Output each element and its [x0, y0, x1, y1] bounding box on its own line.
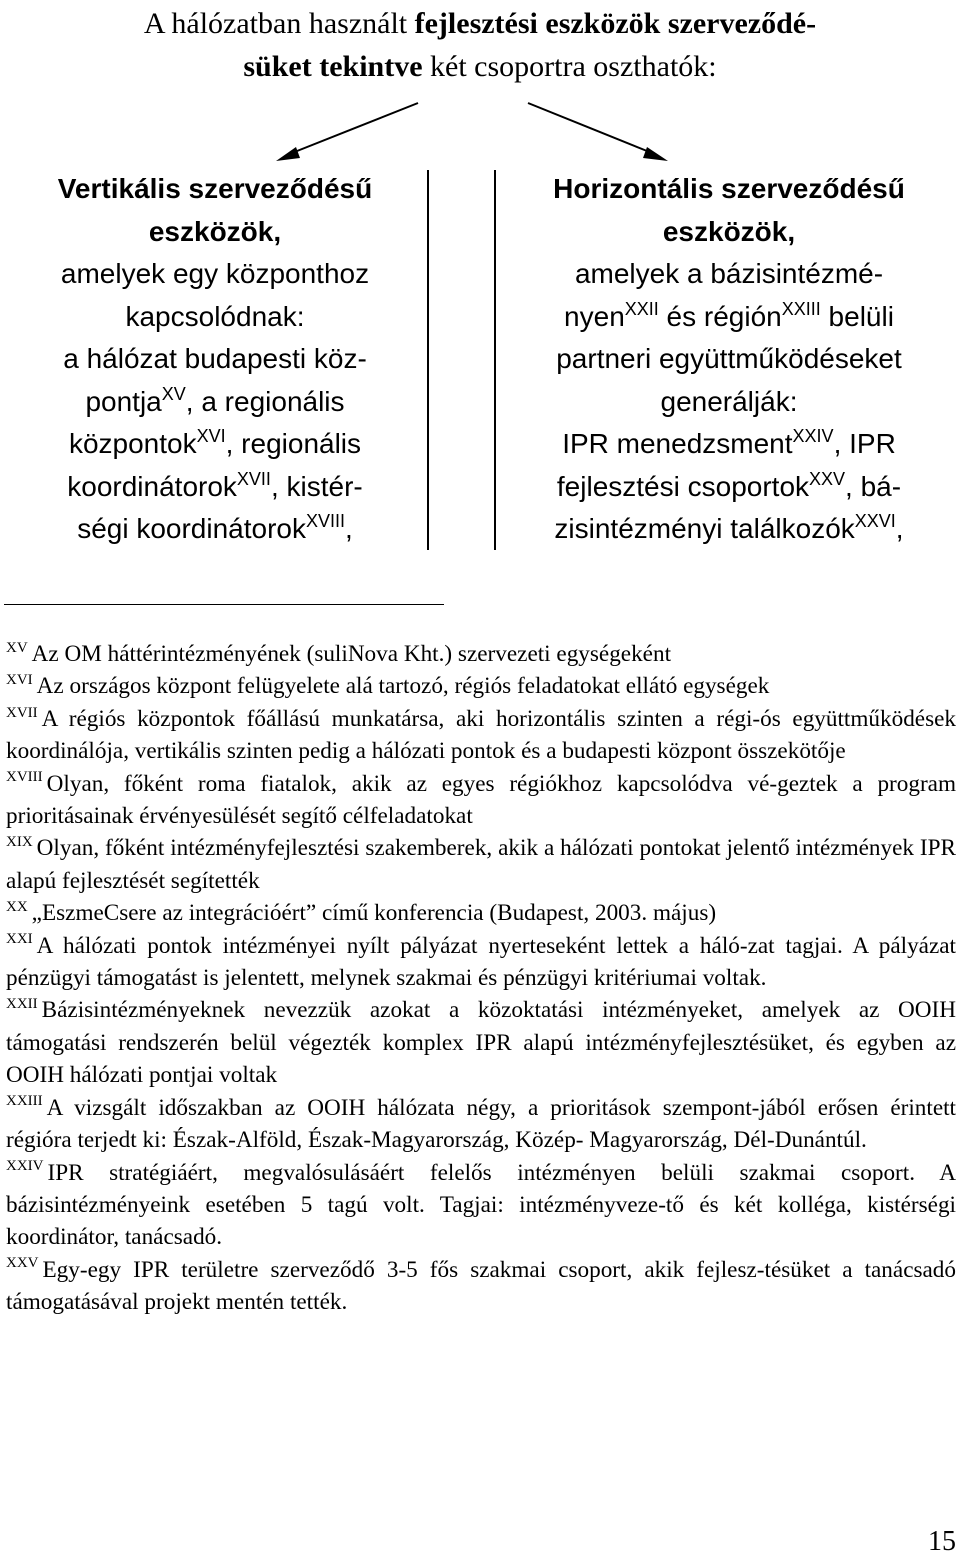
- horizontal-line-7: zisintézményi találkozók$^{XXVI}$,: [554, 511, 904, 544]
- footnote-ref: XVIII: [306, 511, 346, 532]
- footnote-item: $^{XXIV}$ IPR stratégiáért, megvalósulásáért felelős intézményen belüli szakmai csoport. A bázisintézményeink esetében 5 tagú volt. Tagjai: intézményveze-tő és két kolléga, kistérségi koordinátor, tanácsadó.: [6, 1158, 956, 1251]
- vertical-line-6: koordinátorok$^{XVII}$, kistér-: [67, 468, 363, 502]
- page-number: 15: [928, 1526, 956, 1557]
- left-arrow-head: [276, 147, 300, 161]
- vertical-tools-column: [15, 168, 415, 551]
- vertical-line-4: pontja$^{XV}$, a regionális: [85, 383, 345, 417]
- footnote-mark: XXIII: [6, 1093, 43, 1110]
- footnote-item: $^{XVI}$ Az országos központ felügyelete alá tartozó, régiós feladatokat ellátó egységek: [6, 672, 770, 700]
- vertical-line-1: amelyek egy központhoz: [60, 258, 370, 289]
- footnote-separator: [4, 604, 444, 605]
- footnote-ref: XXV: [809, 468, 846, 489]
- horizontal-heading-2: eszközök,: [662, 215, 796, 247]
- footnote-mark: XVII: [6, 704, 38, 721]
- vertical-line-5: központok$^{XVI}$, regionális: [68, 426, 362, 459]
- intro-heading: [0, 0, 960, 88]
- horizontal-tools-column: [500, 168, 958, 551]
- footnote-ref: XXIV: [792, 426, 834, 447]
- vertical-line-2: kapcsolódnak:: [125, 300, 305, 332]
- intro-text-2: két csoportra oszthatók:: [422, 50, 717, 83]
- footnote-item: $^{XXV}$ Egy-egy IPR területre szerveződő 3-5 fős szakmai csoport, akik fejlesz-tésüket a tanácsadó támogatásával projekt mentén tették.: [6, 1255, 956, 1316]
- footnote-item: $^{XIX}$ Olyan, főként intézményfejlesztési szakemberek, akik a hálózati pontokat jelentő intézmények IPR alapú fejlesztését segítették: [6, 834, 956, 894]
- intro-bold-2: süket tekintve: [243, 50, 423, 83]
- footnote-item: $^{XXIII}$ A vizsgált időszakban az OOIH hálózata négy, a prioritások szempont-jából erősen érintett régióra terjedt ki: Észak-Alföld, Észak-Magyarország, Közép- Magyarország, Dél-Dunántúl.: [6, 1093, 956, 1154]
- horizontal-line-4: generálják:: [660, 385, 798, 417]
- split-arrows-diagram: [0, 95, 960, 170]
- intro-text-1: A hálózatban használt: [143, 7, 415, 40]
- horizontal-heading-1: Horizontális szerveződésű: [553, 173, 905, 204]
- horizontal-line-1: amelyek a bázisintézmé-: [574, 258, 884, 289]
- horizontal-line-6: fejlesztési csoportok$^{XXV}$, bá-: [556, 468, 902, 502]
- horizontal-line-3: partneri együttműködéseket: [556, 343, 902, 374]
- vertical-heading-1: Vertikális szerveződésű: [57, 173, 373, 204]
- left-arrow-line: [292, 103, 418, 153]
- footnote-ref: XXIII: [781, 298, 821, 319]
- footnote-item: $^{XV}$ Az OM háttérintézményének (suliNova Kht.) szervezeti egységeként: [6, 639, 672, 667]
- footnote-ref: XVI: [196, 426, 226, 447]
- footnote-mark: XVI: [6, 672, 33, 689]
- footnote-mark: XXI: [6, 931, 33, 948]
- footnote-mark: XVIII: [6, 769, 43, 786]
- horizontal-line-2: nyen$^{XXII}$ és régión$^{XXIII}$ belüli: [564, 298, 894, 332]
- footnote-ref: XXVI: [854, 511, 896, 532]
- column-divider-right: [494, 170, 496, 550]
- footnote-mark: XV: [6, 639, 28, 656]
- right-arrow-head: [643, 147, 668, 161]
- footnote-mark: XXV: [6, 1255, 39, 1272]
- footnote-ref: XV: [161, 383, 186, 404]
- footnote-ref: XXII: [624, 298, 659, 319]
- intro-bold-1: fejlesztési eszközök szerveződé-: [414, 7, 817, 40]
- footnotes: [6, 638, 956, 1319]
- footnote-item: $^{XVII}$ A régiós központok főállású munkatársa, aki horizontális szinten a régi-ós együttműködések koordinálója, vertikális szinten pedig a hálózati pontok és a budapesti központ összekötője: [6, 704, 956, 765]
- footnote-mark: XXII: [6, 996, 38, 1013]
- footnote-mark: XIX: [6, 834, 33, 851]
- right-arrow-line: [528, 103, 652, 153]
- horizontal-line-5: IPR menedzsment$^{XXIV}$, IPR: [562, 426, 896, 459]
- column-divider-left: [427, 170, 429, 550]
- footnote-item: $^{XX}$ „EszmeCsere az integrációért” című konferencia (Budapest, 2003. május): [6, 898, 717, 927]
- footnote-mark: XX: [6, 898, 28, 915]
- footnote-item: $^{XVIII}$ Olyan, főként roma fiatalok, akik az egyes régiókhoz kapcsolódva vé-geztek a program prioritásainak érvényesülését segítő célfeladatokat: [6, 769, 956, 830]
- vertical-heading-2: eszközök,: [148, 215, 282, 247]
- vertical-line-7: ségi koordinátorok$^{XVIII}$,: [77, 511, 353, 544]
- footnote-item: $^{XXI}$ A hálózati pontok intézményei nyílt pályázat nyerteseként lettek a háló-zat tagjai. A pályázat pénzügyi támogatást is jelentett, melynek szakmai és pénzügyi kritériumai voltak.: [6, 931, 956, 992]
- footnote-mark: XXIV: [6, 1158, 44, 1175]
- footnote-item: $^{XXII}$ Bázisintézményeknek nevezzük azokat a közoktatási intézményeket, amelyek az OOIH támogatási rendszerén belül végezték komplex IPR alapú intézményfejlesztésüket, és egyben az OOIH hálózati pontjai voltak: [6, 996, 956, 1089]
- footnote-ref: XVII: [236, 468, 271, 489]
- vertical-line-3: a hálózat budapesti köz-: [63, 343, 367, 374]
